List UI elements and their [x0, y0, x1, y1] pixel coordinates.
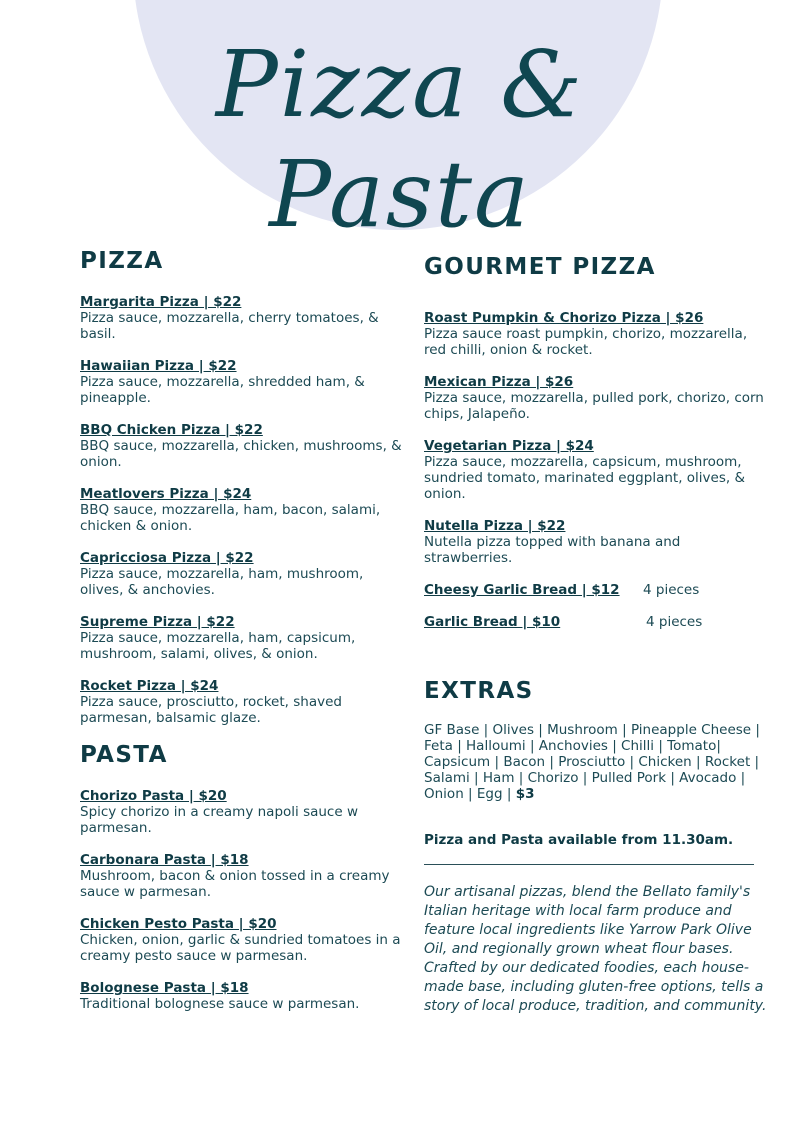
menu-item-name: Vegetarian Pizza | $24 [424, 438, 594, 454]
pizza-heading: PIZZA [80, 248, 164, 274]
availability-note: Pizza and Pasta available from 11.30am. [424, 832, 734, 848]
bread-item-pieces: 4 pieces [643, 582, 700, 598]
bread-item-pieces: 4 pieces [646, 614, 703, 630]
menu-item [424, 374, 764, 422]
menu-item-name: Bolognese Pasta | $18 [80, 980, 249, 996]
right-column [424, 254, 767, 1016]
gourmet-list [424, 310, 764, 630]
menu-item [80, 550, 410, 598]
story-paragraph: Our artisanal pizzas, blend the Bellato family's Italian heritage with local farm produce and feature local ingredients like Yarrow Park Olive Oil, and regionally grown wheat flour bases. Crafted by our dedicated foodies, each house-made base, including gluten-free options, tells a story of local produce, tradition, and community. [424, 884, 767, 1014]
menu-item-description: Pizza sauce roast pumpkin, chorizo, mozzarella, red chilli, onion & rocket. [424, 326, 748, 358]
menu-item [80, 422, 410, 470]
menu-item-description: BBQ sauce, mozzarella, ham, bacon, salami, chicken & onion. [80, 502, 381, 534]
menu-item [80, 980, 410, 1012]
menu-item [424, 518, 764, 566]
gourmet-pizza-heading: GOURMET PIZZA [424, 254, 656, 280]
menu-item [80, 678, 410, 726]
menu-item-description: Pizza sauce, mozzarella, ham, capsicum, mushroom, salami, olives, & onion. [80, 630, 356, 662]
menu-item-name: Chorizo Pasta | $20 [80, 788, 227, 804]
bread-item-name: Cheesy Garlic Bread | $12 [424, 582, 620, 598]
menu-item-name: Chicken Pesto Pasta | $20 [80, 916, 277, 932]
pasta-heading: PASTA [80, 742, 168, 768]
menu-item-description: BBQ sauce, mozzarella, chicken, mushrooms, & onion. [80, 438, 402, 470]
menu-item-description: Traditional bolognese sauce w parmesan. [80, 996, 360, 1012]
menu-item-description: Mushroom, bacon & onion tossed in a creamy sauce w parmesan. [80, 868, 390, 900]
extras-items: GF Base | Olives | Mushroom | Pineapple Cheese | Feta | Halloumi | Anchovies | Chilli | Tomato| Capsicum | Bacon | Prosciutto | Chicken | Rocket | Salami | Ham | Chorizo | Pulled Pork | Avocado | Onion | Egg | [424, 722, 760, 802]
menu-item [424, 310, 764, 358]
menu-item [80, 916, 410, 964]
menu-item [80, 788, 410, 836]
divider [424, 864, 754, 865]
menu-item-description: Pizza sauce, mozzarella, shredded ham, & pineapple. [80, 374, 365, 406]
menu-item-name: Margarita Pizza | $22 [80, 294, 242, 310]
menu-item-name: Mexican Pizza | $26 [424, 374, 574, 390]
extras-heading: EXTRAS [424, 678, 534, 704]
menu-item [80, 614, 410, 662]
menu-item [80, 294, 410, 342]
menu-item-description: Nutella pizza topped with banana and strawberries. [424, 534, 681, 566]
menu-title: Pizza & Pasta [215, 31, 585, 249]
menu-item-description: Pizza sauce, mozzarella, pulled pork, chorizo, corn chips, Jalapeño. [424, 390, 764, 422]
menu-item-name: Meatlovers Pizza | $24 [80, 486, 252, 502]
menu-item [80, 358, 410, 406]
menu-item [80, 852, 410, 900]
bread-item-name: Garlic Bread | $10 [424, 614, 561, 630]
extras-price: $3 [515, 786, 535, 802]
menu-item-name: Hawaiian Pizza | $22 [80, 358, 237, 374]
bread-item [424, 582, 764, 598]
menu-item-description: Pizza sauce, prosciutto, rocket, shaved parmesan, balsamic glaze. [80, 694, 342, 726]
menu-item [80, 486, 410, 534]
menu-item-name: Capricciosa Pizza | $22 [80, 550, 254, 566]
pizza-list [80, 294, 410, 726]
menu-item-name: Rocket Pizza | $24 [80, 678, 219, 694]
pasta-list [80, 788, 410, 1012]
menu-item-description: Pizza sauce, mozzarella, capsicum, mushroom, sundried tomato, marinated eggplant, olives, & onion. [424, 454, 745, 502]
menu-item-name: BBQ Chicken Pizza | $22 [80, 422, 263, 438]
left-column [80, 248, 410, 1028]
menu-item [424, 438, 764, 502]
menu-item-name: Roast Pumpkin & Chorizo Pizza | $26 [424, 310, 704, 326]
bread-item [424, 614, 764, 630]
menu-item-description: Chicken, onion, garlic & sundried tomatoes in a creamy pesto sauce w parmesan. [80, 932, 401, 964]
extras-list [424, 722, 764, 802]
menu-item-description: Pizza sauce, mozzarella, ham, mushroom, olives, & anchovies. [80, 566, 364, 598]
menu-item-description: Pizza sauce, mozzarella, cherry tomatoes, & basil. [80, 310, 379, 342]
menu-item-name: Supreme Pizza | $22 [80, 614, 235, 630]
menu-item-name: Carbonara Pasta | $18 [80, 852, 249, 868]
menu-item-name: Nutella Pizza | $22 [424, 518, 566, 534]
menu-item-description: Spicy chorizo in a creamy napoli sauce w parmesan. [80, 804, 358, 836]
